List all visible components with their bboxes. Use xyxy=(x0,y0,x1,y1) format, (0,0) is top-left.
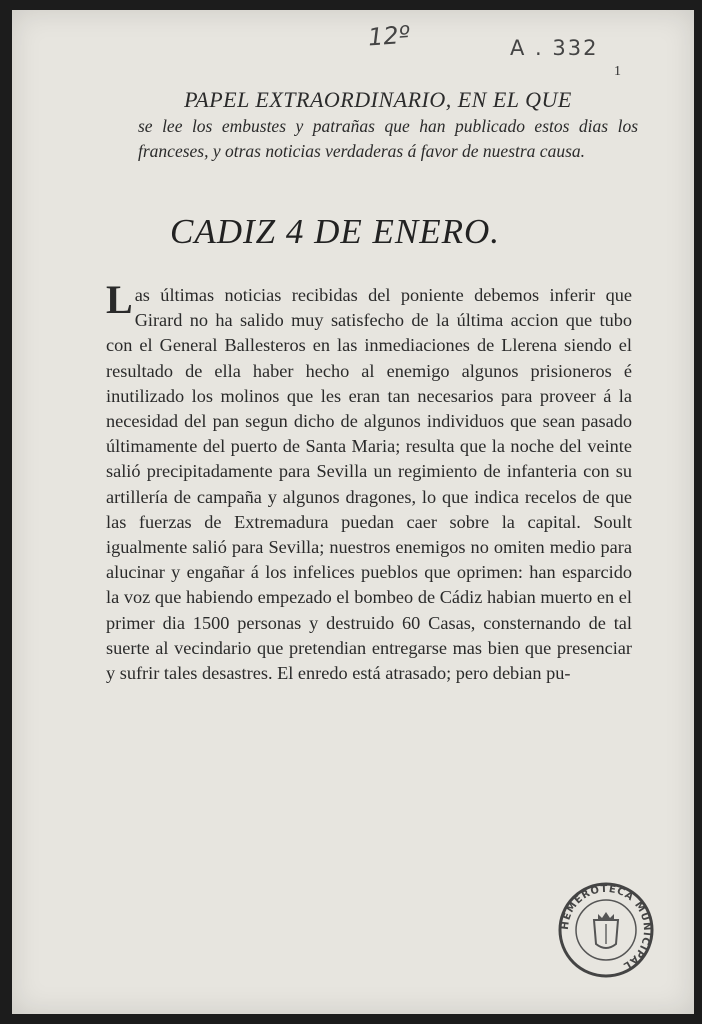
heading-title-line: PAPEL EXTRAORDINARIO, EN EL QUE xyxy=(184,87,572,112)
drop-cap: L xyxy=(106,277,133,322)
document-heading xyxy=(118,86,638,164)
page-number: 1 xyxy=(614,64,621,79)
heading-subtitle: se lee los embustes y patrañas que han publicado estos dias los franceses, y otras noticias verdaderas á favor de nuestra causa. xyxy=(138,116,638,161)
manuscript-number: 12º xyxy=(367,20,411,52)
manuscript-reference: A . 332 xyxy=(510,36,599,60)
library-stamp-icon xyxy=(556,880,656,980)
body-paragraph xyxy=(106,277,632,686)
stamp-text: HEMEROTECA MUNICIPAL xyxy=(559,883,653,972)
body-text: as últimas noticias recibidas del poniente debemos inferir que Girard no ha salido muy satisfecho de la última accion que tubo con el General Ballesteros en las inmediaciones de Llerena siendo el resultado de ella haber hecho al enemigo algunos prisioneros é inutilizado los molinos que les eran tan necesarios para proveer á la necesidad del pan segun dicho de algunos individuos que sean pasado últimamente del puerto de Santa Maria; resulta que la noche del veinte salió precipitadamente para Sevilla un regimiento de infanteria con su artillería de campaña y algunos dragones, lo que indica recelos de que las fuerzas de Extremadura puedan caer sobre la capital. Soult igualmente salió para Sevilla; nuestros enemigos no omiten medio para alucinar y engañar á los infelices pueblos que oprimen: han esparcido la voz que habiendo empezado el bombeo de Cádiz habian muerto en el primer dia 1500 personas y destruido 60 Casas, consternando de tal suerte al vecindario que pretendian entregarse mas bien que presenciar y sufrir tales desastres. El enredo está atrasado; pero debian pu- xyxy=(106,285,632,684)
place-date-title: CADIZ 4 DE ENERO. xyxy=(170,212,501,251)
